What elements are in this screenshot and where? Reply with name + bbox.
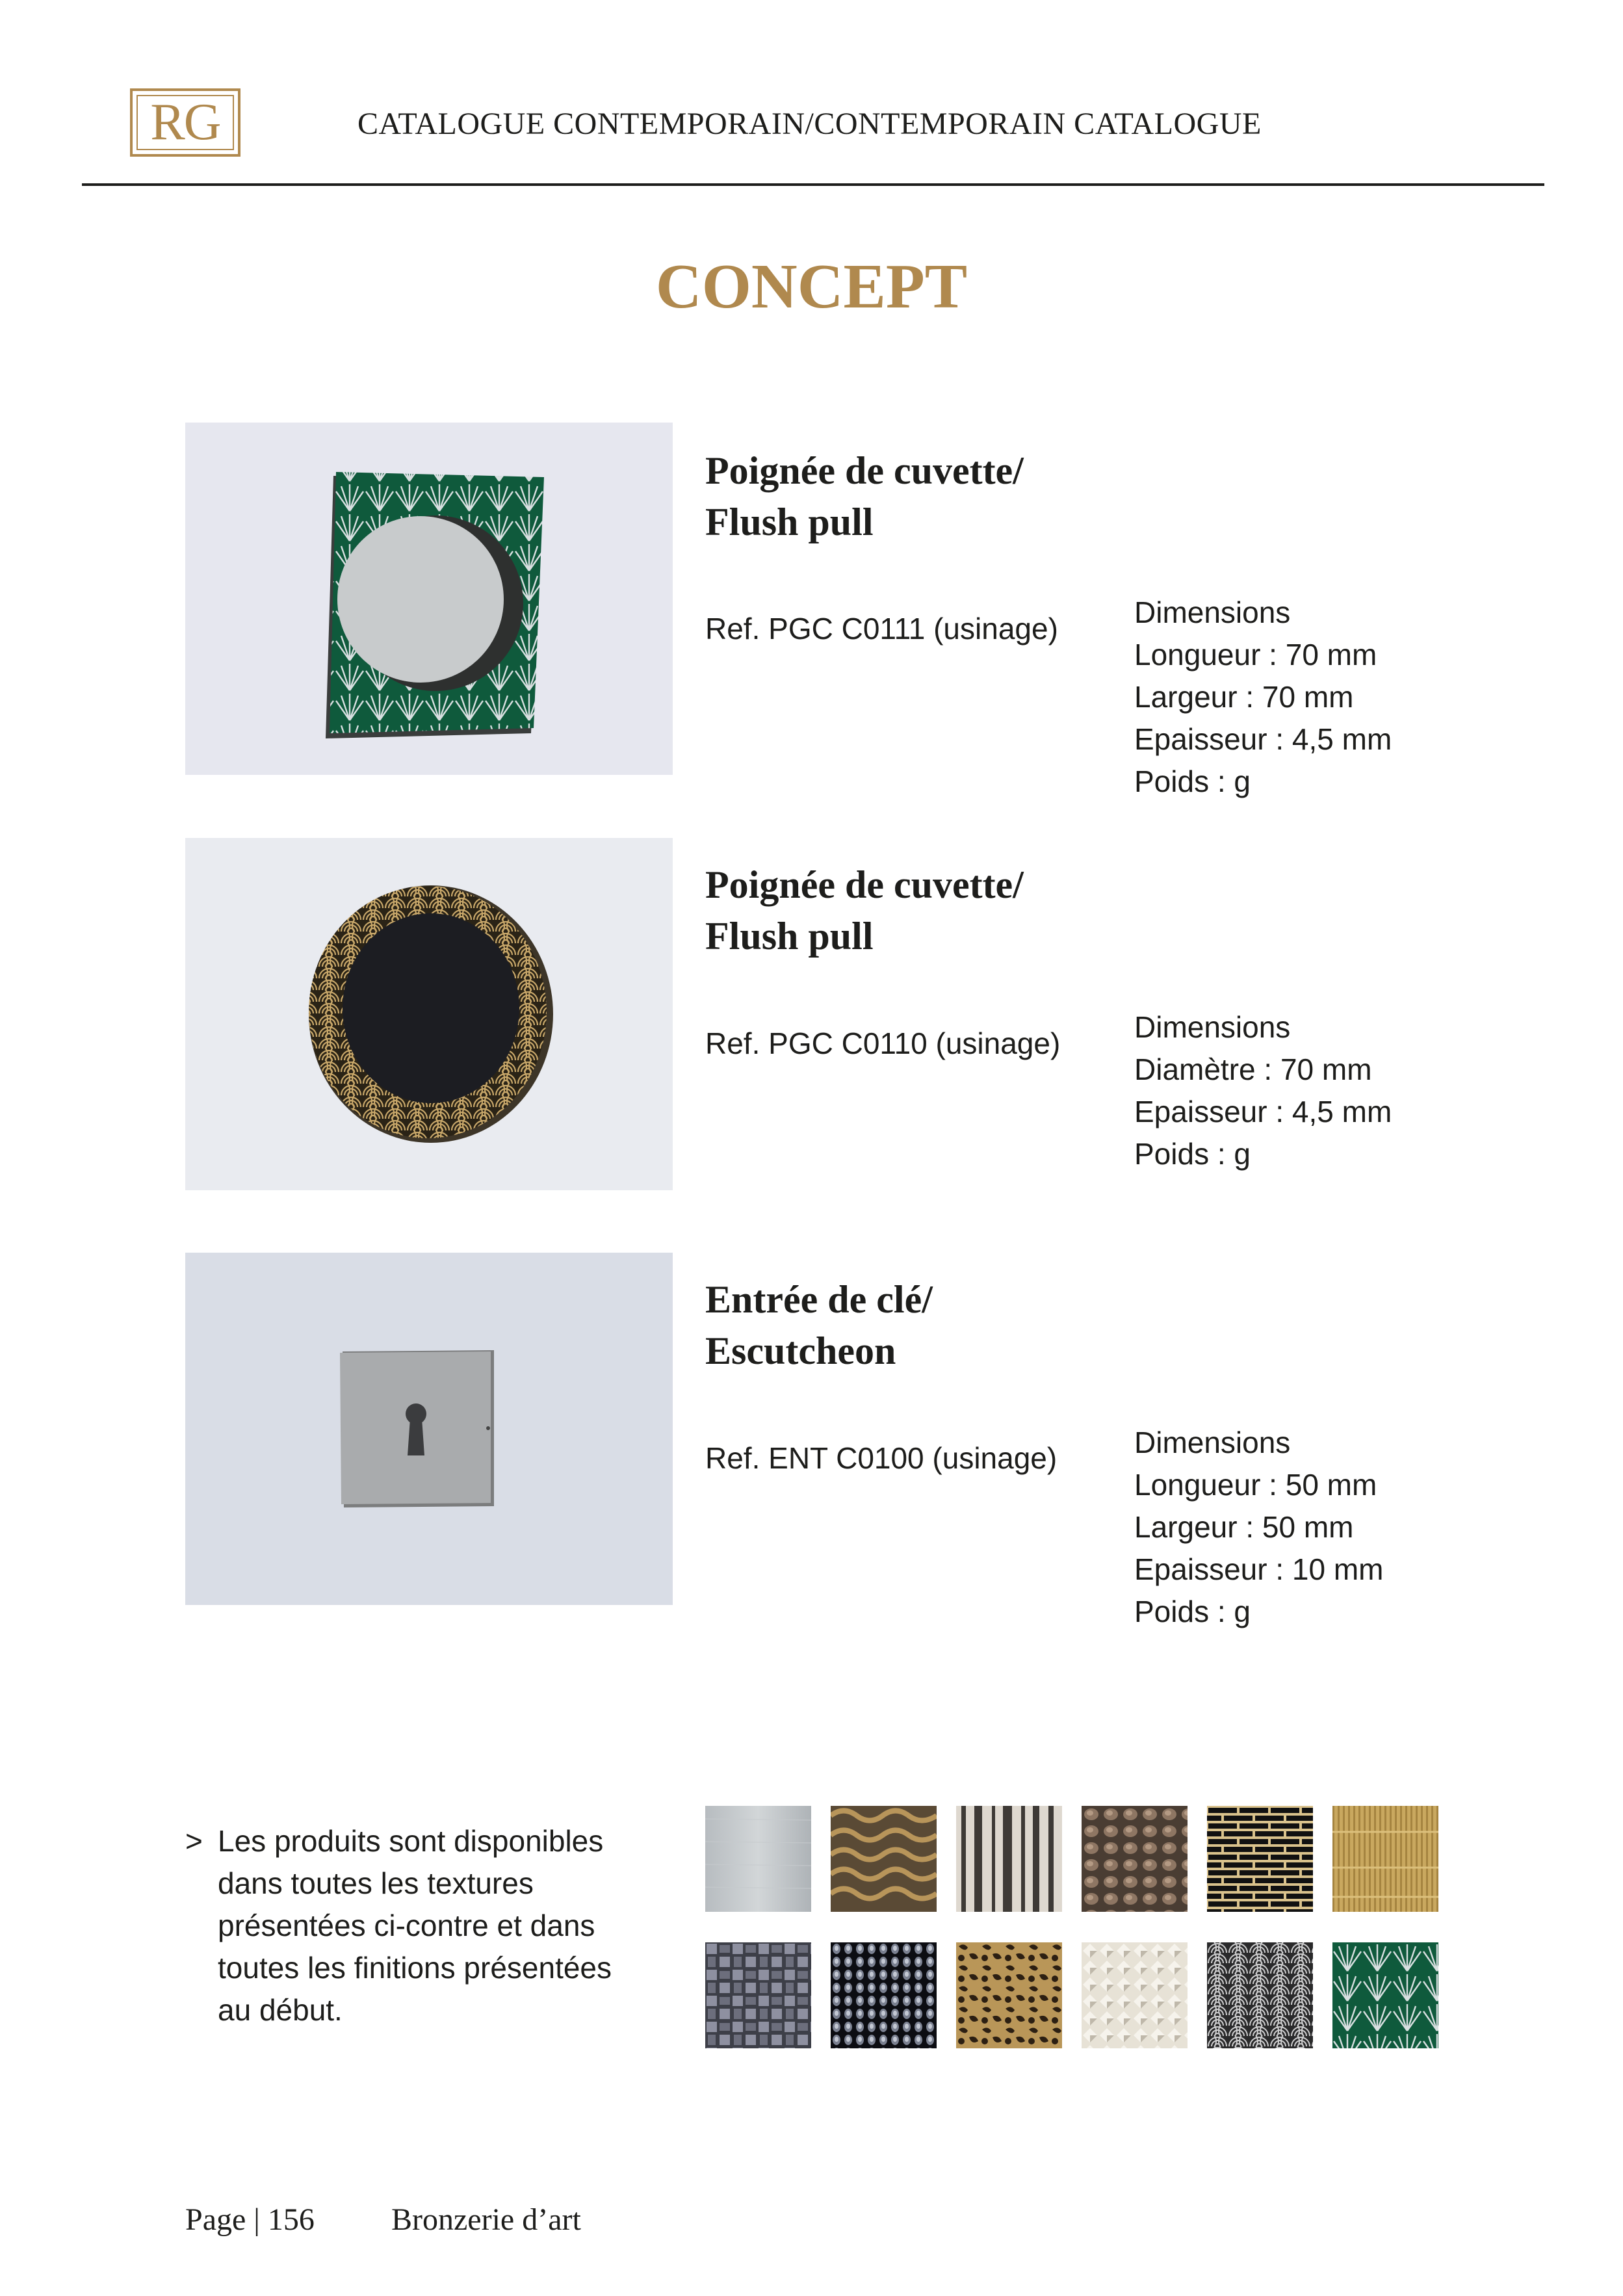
product-dimensions <box>1134 1422 1383 1633</box>
brick-texture-icon <box>1207 1806 1313 1912</box>
page-number: Page | 156 <box>185 2202 315 2237</box>
product-title <box>705 859 1160 962</box>
round-flush-pull-icon <box>185 838 673 1190</box>
header-divider <box>82 183 1544 186</box>
dimension-weight: Poids : g <box>1134 764 1251 798</box>
product-title-line1: Poignée de cuvette/ <box>705 449 1024 492</box>
brushed-steel-texture-icon <box>705 1806 811 1912</box>
woven-texture-icon <box>705 1942 811 2048</box>
product-ref: Ref. PGC C0110 (usinage) <box>705 1026 1061 1060</box>
seigaiha-texture-icon <box>1207 1942 1313 2048</box>
dimension-length: Longueur : 50 mm <box>1134 1468 1377 1502</box>
square-flush-pull-icon <box>185 423 673 775</box>
dimension-diameter: Diamètre : 70 mm <box>1134 1052 1372 1086</box>
logo-text: RG <box>150 94 220 151</box>
product-ref: Ref. PGC C0111 (usinage) <box>705 612 1058 646</box>
rg-logo <box>130 88 240 157</box>
footer-brand: Bronzerie d’art <box>391 2202 581 2237</box>
escutcheon-icon <box>185 1253 673 1605</box>
product-dimensions <box>1134 592 1392 803</box>
product-ref: Ref. ENT C0100 (usinage) <box>705 1441 1058 1475</box>
note-text: Les produits sont disponibles dans toutes les textures présentées ci-contre et dans toutes les finitions présentées au début. <box>218 1824 612 2027</box>
product-photo-round-flush-pull <box>185 838 673 1190</box>
catalogue-title: CATALOGUE CONTEMPORAIN/CONTEMPORAIN CATALOGUE <box>357 107 1262 141</box>
product-title-line1: Poignée de cuvette/ <box>705 863 1024 906</box>
product-title-line1: Entrée de clé/ <box>705 1278 933 1321</box>
dimension-width: Largeur : 50 mm <box>1134 1510 1354 1544</box>
dimension-weight: Poids : g <box>1134 1595 1251 1628</box>
gold-linen-texture-icon <box>1332 1806 1438 1912</box>
bronze-wave-texture-icon <box>831 1806 937 1912</box>
product-title <box>705 445 1160 548</box>
product-dimensions <box>1134 1006 1392 1175</box>
dimension-thickness: Epaisseur : 4,5 mm <box>1134 722 1392 756</box>
hammered-texture-icon <box>1082 1806 1188 1912</box>
product-title <box>705 1274 1160 1377</box>
product-title-line2: Flush pull <box>705 915 874 958</box>
green-fan-texture-icon <box>1332 1942 1438 2048</box>
dimension-thickness: Epaisseur : 10 mm <box>1134 1552 1384 1586</box>
dimensions-heading: Dimensions <box>1134 1426 1291 1459</box>
dimension-thickness: Epaisseur : 4,5 mm <box>1134 1095 1392 1128</box>
scale-texture-icon <box>831 1942 937 2048</box>
dimensions-heading: Dimensions <box>1134 595 1291 629</box>
product-photo-square-flush-pull <box>185 423 673 775</box>
dimensions-heading: Dimensions <box>1134 1010 1291 1044</box>
dimension-weight: Poids : g <box>1134 1137 1251 1171</box>
note-arrow: > <box>185 1824 203 1858</box>
section-title: CONCEPT <box>655 252 968 322</box>
leopard-texture-icon <box>956 1942 1062 2048</box>
dimension-width: Largeur : 70 mm <box>1134 680 1354 714</box>
diamond-quilt-texture-icon <box>1082 1942 1188 2048</box>
striped-wood-texture-icon <box>956 1806 1062 1912</box>
dimension-length: Longueur : 70 mm <box>1134 638 1377 672</box>
product-photo-escutcheon <box>185 1253 673 1605</box>
product-title-line2: Escutcheon <box>705 1329 896 1372</box>
product-title-line2: Flush pull <box>705 501 874 543</box>
